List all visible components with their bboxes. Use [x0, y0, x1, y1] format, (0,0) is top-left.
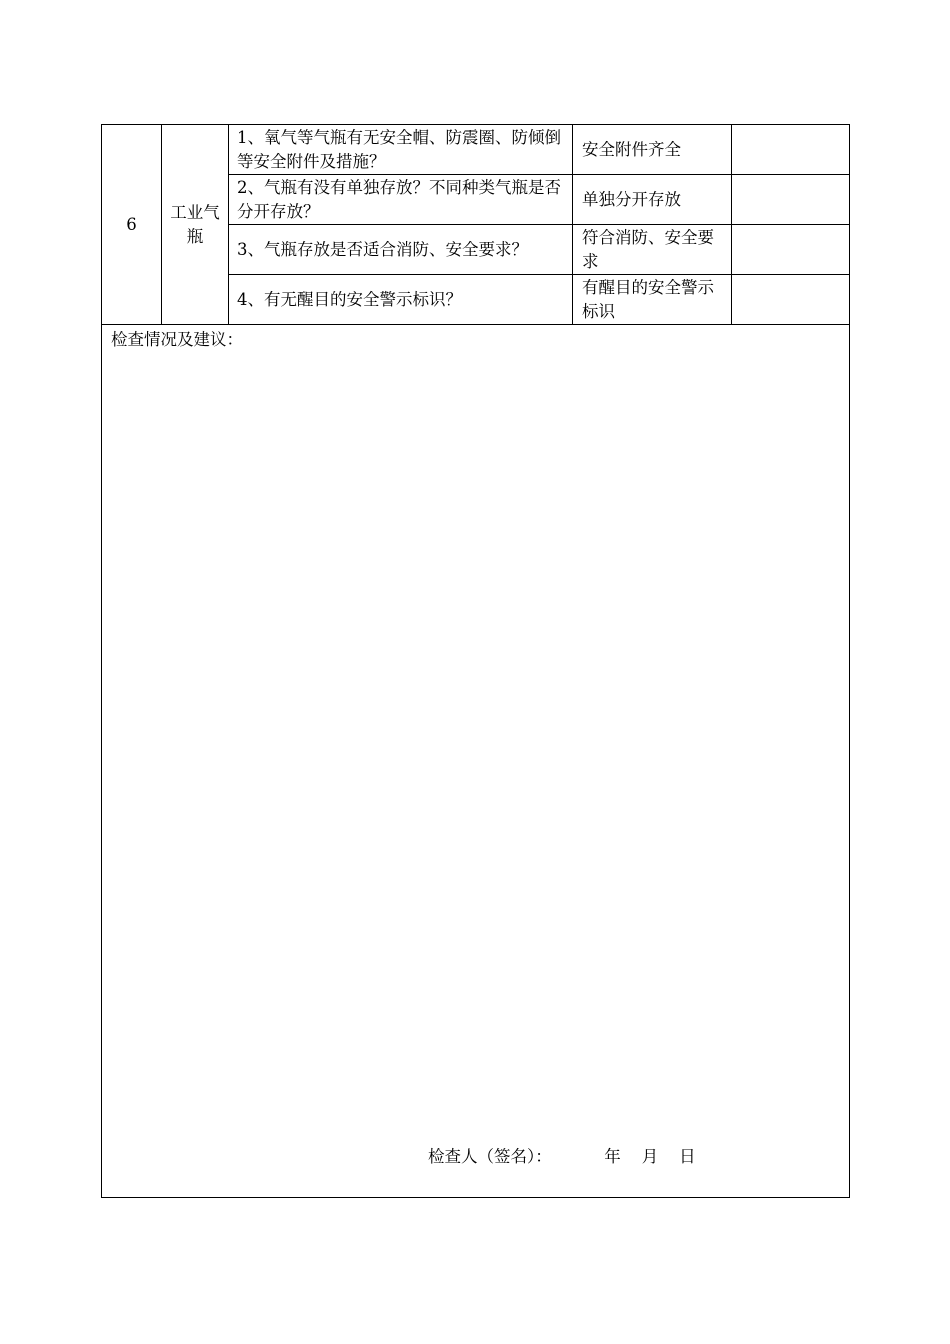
- check-standard: 单独分开存放: [573, 175, 732, 225]
- check-question: 4、有无醒目的安全警示标识？: [229, 275, 573, 325]
- table-row: [102, 125, 850, 175]
- inspection-table: [101, 124, 850, 1198]
- remarks-cell[interactable]: [102, 325, 850, 1198]
- check-result-cell[interactable]: [732, 175, 850, 225]
- signature-line: [428, 1145, 696, 1169]
- year-label: 年: [604, 1147, 621, 1166]
- check-standard: 安全附件齐全: [573, 125, 732, 175]
- check-question: 3、气瓶存放是否适合消防、安全要求？: [229, 225, 573, 275]
- remarks-row: [102, 325, 850, 1198]
- check-result-cell[interactable]: [732, 275, 850, 325]
- inspector-signature-label: 检查人（签名）：: [428, 1147, 552, 1166]
- check-question: 1、氧气等气瓶有无安全帽、防震圈、防倾倒等安全附件及措施？: [229, 125, 573, 175]
- check-standard: 符合消防、安全要求: [573, 225, 732, 275]
- day-label: 日: [679, 1147, 696, 1166]
- check-standard: 有醒目的安全警示标识: [573, 275, 732, 325]
- check-question: 2、气瓶有没有单独存放？不同种类气瓶是否分开存放？: [229, 175, 573, 225]
- remarks-label: 检查情况及建议：: [111, 330, 243, 349]
- section-category: 工业气瓶: [162, 125, 229, 325]
- check-result-cell[interactable]: [732, 225, 850, 275]
- section-number: 6: [102, 125, 162, 325]
- month-label: 月: [641, 1147, 659, 1166]
- check-result-cell[interactable]: [732, 125, 850, 175]
